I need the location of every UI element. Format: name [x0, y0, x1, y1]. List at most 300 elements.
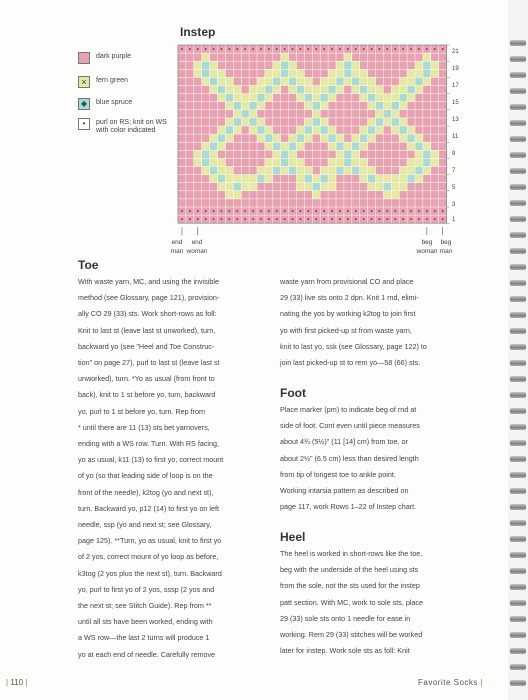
fern-green-cell [328, 126, 336, 134]
text-line: beg with the underside of the heel using sts [280, 565, 419, 575]
blue-spruce-cell [320, 126, 328, 134]
fern-green-cell [233, 86, 241, 94]
row-number: 3 [452, 202, 456, 208]
stitch-label-sub: man [439, 248, 453, 255]
blue-spruce-cell [202, 69, 210, 77]
purl-dot [197, 48, 199, 50]
blue-spruce-cell [360, 134, 368, 142]
fern-green-cell [352, 86, 360, 94]
row-number: 13 [452, 117, 459, 123]
blue-spruce-cell [273, 77, 281, 85]
fern-green-cell [376, 175, 384, 183]
fern-green-cell [328, 158, 336, 166]
purl-dot [268, 218, 270, 220]
text-line: back), knit to 1 st before yo, turn, backward [78, 390, 216, 400]
fern-green-cell [210, 69, 218, 77]
fern-green-cell [360, 142, 368, 150]
fern-green-cell [233, 175, 241, 183]
fern-green-cell [352, 134, 360, 142]
fern-green-cell [249, 110, 257, 118]
purl-dot [339, 218, 341, 220]
text-line: unworked), turn. *Yo as usual (from front to [78, 374, 215, 384]
fern-green-cell [265, 94, 273, 102]
text-line: ending with a WS row. Turn. With RS facing, [78, 439, 220, 449]
toe-text-left [78, 274, 268, 663]
fern-green-cell [328, 175, 336, 183]
fern-green-cell [336, 134, 344, 142]
fern-green-cell [218, 126, 226, 134]
fern-green-cell [383, 102, 391, 110]
fern-green-cell [360, 126, 368, 134]
binding-coil [510, 632, 526, 638]
blue-spruce-cell [218, 175, 226, 183]
fern-green-cell [336, 150, 344, 158]
fern-green-cell [415, 86, 423, 94]
fern-green-cell [249, 94, 257, 102]
fern-green-cell [289, 158, 297, 166]
fern-green-cell [297, 158, 305, 166]
fern-green-cell [210, 150, 218, 158]
text-line: turn. Backward yo, p12 (14) to first yo on left [78, 503, 220, 513]
blue-spruce-cell [289, 77, 297, 85]
purl-dot [323, 48, 325, 50]
fern-green-cell [281, 77, 289, 85]
blue-spruce-cell [312, 102, 320, 110]
purl-dot [292, 218, 294, 220]
blue-spruce-cell [241, 110, 249, 118]
purl-dot [434, 210, 436, 212]
blue-spruce-cell [352, 167, 360, 175]
fern-green-cell [368, 86, 376, 94]
binding-coil [510, 408, 526, 414]
fern-green-cell [415, 175, 423, 183]
blue-spruce-cell [399, 126, 407, 134]
fern-green-cell [383, 118, 391, 126]
purl-dot [284, 48, 286, 50]
binding-coil [510, 360, 526, 366]
blue-spruce-cell [265, 86, 273, 94]
purl-dot [213, 218, 215, 220]
blue-spruce-cell [225, 94, 233, 102]
purl-dot [284, 210, 286, 212]
binding-coil [510, 584, 526, 590]
fern-green-cell [391, 126, 399, 134]
purl-dot [197, 218, 199, 220]
fern-green-cell [328, 167, 336, 175]
fern-green-cell [399, 167, 407, 175]
fern-green-cell [320, 118, 328, 126]
fern-green-cell [415, 158, 423, 166]
fern-green-cell [391, 175, 399, 183]
binding-coil [510, 456, 526, 462]
fern-green-cell [407, 69, 415, 77]
fern-green-cell [273, 86, 281, 94]
fern-green-cell [304, 134, 312, 142]
binding-coil [510, 616, 526, 622]
purl-dot [260, 218, 262, 220]
blue-spruce-cell [218, 134, 226, 142]
chart-title: Instep [180, 25, 216, 39]
text-line: 29 (33) live sts onto 2 dpn. Knit 1 rnd, elimi- [280, 293, 419, 303]
blue-spruce-cell [304, 175, 312, 183]
text-line: nating the yos by working k2tog to join first [280, 309, 416, 319]
stitch-label-sub: man [170, 248, 184, 255]
binding-coil [510, 600, 526, 606]
row-number: 21 [452, 49, 459, 55]
fern-green-cell [344, 142, 352, 150]
text-line: method (see Glossary, page 121), provision- [78, 293, 220, 303]
stitch-label-text: beg [421, 239, 433, 246]
binding-coil [510, 264, 526, 270]
purl-dot [386, 210, 388, 212]
blue-spruce-cell [289, 167, 297, 175]
text-line: from tip of longest toe to ankle point. [280, 469, 396, 479]
fern-green-cell [352, 158, 360, 166]
stitch-label-sub: woman [416, 248, 438, 255]
purl-dot [355, 210, 357, 212]
fern-green-cell [273, 69, 281, 77]
fern-green-cell [368, 134, 376, 142]
purl-dot [189, 218, 191, 220]
text-line: from the sole, not the sts used for the instep [280, 581, 420, 591]
fern-green-cell [289, 69, 297, 77]
fern-green-cell [233, 110, 241, 118]
fern-green-cell [233, 191, 241, 199]
text-line: of yo (so that leading side of loop is on the [78, 471, 213, 481]
purl-dot [292, 48, 294, 50]
fern-green-cell [257, 102, 265, 110]
purl-dot [252, 218, 254, 220]
fern-green-cell [194, 61, 202, 69]
purl-dot [315, 48, 317, 50]
row-number: 5 [452, 185, 456, 191]
binding-coil [510, 280, 526, 286]
fern-green-cell [391, 191, 399, 199]
purl-dot [213, 210, 215, 212]
fern-green-cell [383, 175, 391, 183]
fern-green-cell [281, 53, 289, 61]
purl-dot [434, 218, 436, 220]
fern-green-cell [399, 183, 407, 191]
fern-green-cell [225, 183, 233, 191]
blue-spruce-cell [281, 150, 289, 158]
text-line: yo at each end of needle. Carefully remove [78, 649, 216, 659]
purl-dot [315, 210, 317, 212]
row-number: 9 [452, 151, 456, 157]
purl-dot [307, 218, 309, 220]
blue-spruce-cell [257, 126, 265, 134]
text-line: about 2½" (6.5 cm) less than desired length [280, 453, 419, 463]
blue-spruce-cell [320, 94, 328, 102]
binding-coil [510, 552, 526, 558]
fern-green-cell [399, 77, 407, 85]
stitch-label-beg-man [436, 238, 456, 256]
blue-spruce-cell [415, 77, 423, 85]
fern-green-cell [328, 69, 336, 77]
fern-green-cell [202, 77, 210, 85]
text-line: working. Rem 29 (33) stitches will be worked [280, 630, 423, 640]
purl-dot [252, 48, 254, 50]
blue-spruce-cell [281, 61, 289, 69]
fern-green-cell [297, 126, 305, 134]
fern-green-cell [257, 167, 265, 175]
blue-spruce-cell [352, 142, 360, 150]
blue-spruce-cell [265, 134, 273, 142]
text-line: front of the needle), k2tog (yo and next st), [78, 487, 214, 497]
purl-dot [189, 48, 191, 50]
legend-swatch-purl: • [78, 118, 90, 130]
fern-green-cell [210, 175, 218, 183]
fern-green-cell [368, 118, 376, 126]
fern-green-cell [225, 86, 233, 94]
blue-spruce-cell [407, 86, 415, 94]
blue-spruce-cell [281, 69, 289, 77]
purl-dot [260, 48, 262, 50]
fern-green-cell [320, 134, 328, 142]
fern-green-cell [249, 175, 257, 183]
purl-dot [268, 48, 270, 50]
book-title-text: Favorite Socks [418, 678, 478, 687]
purl-dot [228, 218, 230, 220]
purl-dot [410, 48, 412, 50]
blue-spruce-cell [328, 86, 336, 94]
text-line: waste yarn from provisional CO and place [280, 277, 414, 286]
fern-green-cell [233, 94, 241, 102]
blue-spruce-cell [336, 167, 344, 175]
purl-dot [205, 48, 207, 50]
blue-spruce-cell [210, 142, 218, 150]
fern-green-cell [297, 167, 305, 175]
blue-spruce-cell [423, 61, 431, 69]
stitch-label-text: end [191, 239, 203, 246]
blue-spruce-cell [368, 175, 376, 183]
blue-spruce-cell [423, 69, 431, 77]
fern-green-cell [289, 86, 297, 94]
blue-spruce-cell [407, 134, 415, 142]
fern-green-cell [431, 158, 439, 166]
legend-swatch-fern-green: × [78, 76, 90, 88]
blue-spruce-cell [281, 158, 289, 166]
blue-spruce-cell [233, 118, 241, 126]
purl-dot [347, 48, 349, 50]
fern-green-cell [376, 126, 384, 134]
fern-green-cell [281, 142, 289, 150]
purl-dot [394, 210, 396, 212]
purl-dot [442, 218, 444, 220]
fern-green-cell [312, 175, 320, 183]
blue-spruce-cell [202, 150, 210, 158]
fern-green-cell [297, 175, 305, 183]
heel-text [280, 546, 495, 659]
fern-green-cell [391, 86, 399, 94]
blue-spruce-cell [344, 158, 352, 166]
fern-green-cell [431, 61, 439, 69]
fern-green-cell [210, 61, 218, 69]
text-line: page 117, work Rows 1–22 of Instep chart. [280, 502, 417, 512]
purl-dot [418, 210, 420, 212]
purl-dot [315, 218, 317, 220]
fern-green-cell [336, 69, 344, 77]
purl-dot [189, 210, 191, 212]
text-line: of 2 yos, correct mount of yo loop as before, [78, 552, 219, 562]
blue-spruce-cell [423, 158, 431, 166]
fern-green-cell [368, 183, 376, 191]
blue-spruce-cell [415, 142, 423, 150]
purl-dot [426, 218, 428, 220]
blue-spruce-cell [352, 77, 360, 85]
fern-green-cell [423, 142, 431, 150]
blue-spruce-cell [344, 150, 352, 158]
fern-green-cell [328, 94, 336, 102]
purl-dot [379, 48, 381, 50]
blue-spruce-cell [233, 183, 241, 191]
purl-dot [181, 48, 183, 50]
fern-green-cell [304, 77, 312, 85]
fern-green-cell [289, 61, 297, 69]
purl-dot [197, 210, 199, 212]
fern-green-cell [320, 167, 328, 175]
purl-dot [426, 48, 428, 50]
purl-dot [244, 210, 246, 212]
purl-dot [276, 210, 278, 212]
fern-green-cell [241, 94, 249, 102]
fern-green-cell [257, 134, 265, 142]
blue-spruce-cell [257, 94, 265, 102]
text-line: k3tog (2 yos plus the next st), turn. Backward [78, 568, 222, 578]
blue-spruce-cell [368, 126, 376, 134]
text-line: The heel is worked in short-rows like the toe, [280, 549, 423, 558]
binding-coil [510, 376, 526, 382]
fern-green-cell [202, 53, 210, 61]
fern-green-cell [218, 183, 226, 191]
purl-dot [386, 218, 388, 220]
fern-green-cell [368, 77, 376, 85]
fern-green-cell [312, 110, 320, 118]
blue-spruce-cell [376, 102, 384, 110]
legend-label: fern green [96, 77, 128, 84]
purl-dot [402, 210, 404, 212]
purl-dot [323, 210, 325, 212]
blue-spruce-cell [289, 142, 297, 150]
purl-dot [418, 218, 420, 220]
stitch-label-text: beg [440, 239, 452, 246]
binding-coil [510, 488, 526, 494]
purl-dot [379, 218, 381, 220]
binding-coil [510, 504, 526, 510]
fern-green-cell [328, 77, 336, 85]
fern-green-cell [360, 69, 368, 77]
purl-dot [363, 218, 365, 220]
text-line: Place marker (pm) to indicate beg of rnd at [280, 405, 417, 414]
fern-green-cell [328, 142, 336, 150]
legend-label: purl on RS; knit on WS with color indicated [96, 119, 167, 134]
fern-green-cell [265, 77, 273, 85]
blue-spruce-cell [233, 102, 241, 110]
fern-green-cell [423, 77, 431, 85]
fern-green-cell [225, 77, 233, 85]
fern-green-cell [391, 94, 399, 102]
fern-green-cell [320, 183, 328, 191]
stitch-label-end-woman [184, 238, 210, 256]
fern-green-cell [352, 61, 360, 69]
fern-green-cell [218, 142, 226, 150]
blue-spruce-cell [210, 167, 218, 175]
purl-dot [276, 218, 278, 220]
purl-dot [394, 218, 396, 220]
fern-green-cell [336, 86, 344, 94]
fern-green-cell [202, 142, 210, 150]
fern-green-cell [257, 77, 265, 85]
fern-green-cell [241, 175, 249, 183]
fern-green-cell [297, 94, 305, 102]
blue-spruce-cell [304, 126, 312, 134]
fern-green-cell [304, 86, 312, 94]
fern-green-cell [210, 158, 218, 166]
purl-dot [371, 210, 373, 212]
blue-spruce-cell [218, 86, 226, 94]
text-line: ally CO 29 (33) sts. Work short-rows as foll: [78, 309, 217, 319]
blue-spruce-cell [225, 126, 233, 134]
fern-green-cell [415, 150, 423, 158]
text-line: until all sts have been worked, ending with [78, 617, 213, 627]
fern-green-cell [194, 69, 202, 77]
purl-dot [181, 218, 183, 220]
purl-dot [292, 210, 294, 212]
fern-green-cell [415, 69, 423, 77]
purl-dot [236, 218, 238, 220]
purl-dot [339, 210, 341, 212]
fern-green-cell [336, 158, 344, 166]
text-line: a WS row—the last 2 turns will produce 1 [78, 633, 210, 643]
fern-green-cell [218, 158, 226, 166]
blue-spruce-cell [344, 61, 352, 69]
fern-green-cell [210, 86, 218, 94]
blue-spruce-cell [376, 118, 384, 126]
row-number: 11 [452, 134, 459, 140]
text-line: side of foot. Cont even until piece measures [280, 421, 420, 431]
purl-dot [300, 218, 302, 220]
purl-dot [276, 48, 278, 50]
text-line: join last picked-up st to rem yo—58 (66) sts. [280, 358, 421, 368]
binding-coil [510, 520, 526, 526]
blue-spruce-cell [383, 110, 391, 118]
fern-green-cell [218, 167, 226, 175]
heel-heading: Heel [280, 530, 306, 544]
row-number: 19 [452, 66, 459, 72]
blue-spruce-cell [297, 134, 305, 142]
fern-green-cell [407, 77, 415, 85]
blue-spruce-cell [257, 175, 265, 183]
purl-dot [394, 48, 396, 50]
blue-spruce-cell [210, 77, 218, 85]
blue-spruce-cell [391, 118, 399, 126]
fern-green-cell [297, 142, 305, 150]
binding-coil [510, 296, 526, 302]
fern-green-cell [218, 69, 226, 77]
blue-spruce-cell [297, 86, 305, 94]
purl-dot [371, 48, 373, 50]
purl-dot [307, 48, 309, 50]
purl-dot [221, 218, 223, 220]
fern-green-cell [376, 94, 384, 102]
text-line: needle, ssp (yo and next st; see Glossary, [78, 520, 212, 530]
text-line: tion" on page 27), purl to last st (leave last st [78, 358, 220, 368]
fern-green-cell [289, 134, 297, 142]
foot-text [280, 402, 495, 515]
blue-spruce-cell [328, 134, 336, 142]
text-line: Working intarsia pattern as described on [280, 486, 409, 496]
binding-coil [510, 328, 526, 334]
